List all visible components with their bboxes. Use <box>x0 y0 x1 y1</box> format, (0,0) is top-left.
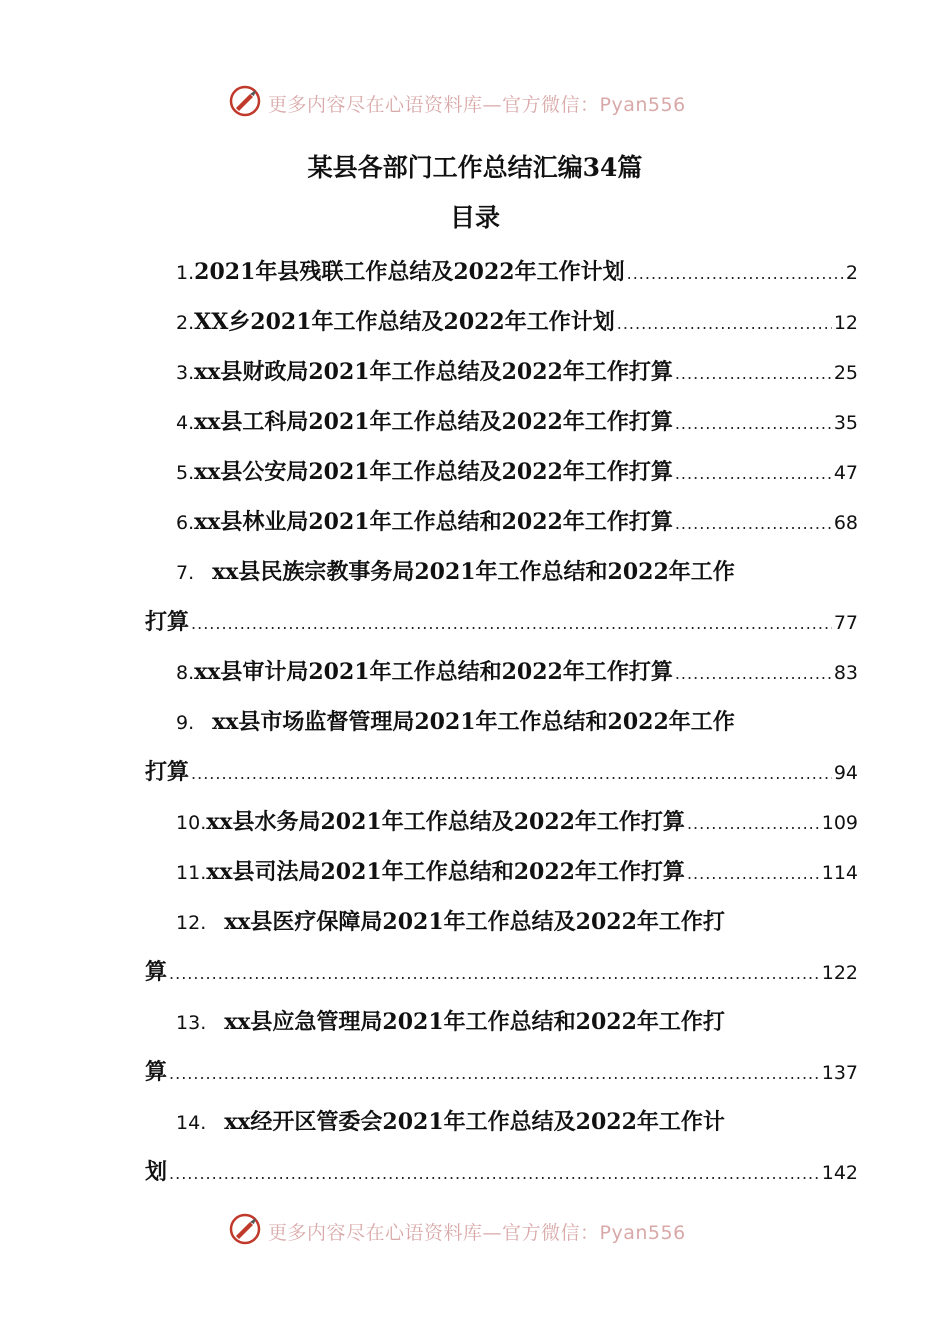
watermark-id: Pyan556 <box>599 94 686 116</box>
toc-entry-continuation[interactable]: 算 ..... 137 <box>0 1055 950 1091</box>
watermark-text: 更多内容尽在心语资料库—官方微信：Pyan556 <box>268 1222 686 1244</box>
toc-entry[interactable]: 14 . xx经开区管委会2021年工作总结及2022年工作计 <box>176 1109 725 1135</box>
pen-logo-icon <box>228 84 262 118</box>
toc-entry[interactable]: 1 . 2021年县残联工作总结及2022年工作计划 ..... 2 <box>0 255 950 291</box>
toc-entry-continuation[interactable]: 划 ..... 142 <box>0 1155 950 1191</box>
watermark-footer <box>0 1210 950 1250</box>
toc-entry[interactable]: 4 . xx县工科局2021年工作总结及2022年工作打算 ..... 35 <box>0 405 950 441</box>
watermark-id: Pyan556 <box>599 1222 686 1244</box>
toc-entry[interactable]: 6 . xx县林业局2021年工作总结和2022年工作打算 ..... 68 <box>0 505 950 541</box>
toc-entry[interactable]: 9 . xx县市场监督管理局2021年工作总结和2022年工作 <box>176 709 735 735</box>
toc-entry[interactable]: 10 . xx县水务局2021年工作总结及2022年工作打算 ..... 109 <box>0 805 950 841</box>
toc-entry-continuation[interactable]: 算 ..... 122 <box>0 955 950 991</box>
pen-logo-icon <box>228 1212 262 1246</box>
toc-entry[interactable]: 13 . xx县应急管理局2021年工作总结和2022年工作打 <box>176 1009 725 1035</box>
toc-entry[interactable]: 12 . xx县医疗保障局2021年工作总结及2022年工作打 <box>176 909 725 935</box>
toc-heading: 目录 <box>449 203 500 232</box>
watermark-text: 更多内容尽在心语资料库—官方微信：Pyan556 <box>268 94 686 116</box>
toc-entry-continuation[interactable]: 打算 ..... 94 <box>0 755 950 791</box>
toc-entry[interactable]: 8 . xx县审计局2021年工作总结和2022年工作打算 ..... 83 <box>0 655 950 691</box>
toc-entry[interactable]: 11 . xx县司法局2021年工作总结和2022年工作打算 ..... 114 <box>0 855 950 891</box>
document-title: 某县各部门工作总结汇编34篇 <box>307 153 643 182</box>
toc-entry-continuation[interactable]: 打算 ..... 77 <box>0 605 950 641</box>
toc-entry[interactable]: 5 . xx县公安局2021年工作总结及2022年工作打算 ..... 47 <box>0 455 950 491</box>
watermark-header <box>0 82 950 122</box>
toc-entry[interactable]: 2 . XX乡2021年工作总结及2022年工作计划 ..... 12 <box>0 305 950 341</box>
toc-entry[interactable]: 3 . xx县财政局2021年工作总结及2022年工作打算 ..... 25 <box>0 355 950 391</box>
toc-entry[interactable]: 7 . xx县民族宗教事务局2021年工作总结和2022年工作 <box>176 559 735 585</box>
